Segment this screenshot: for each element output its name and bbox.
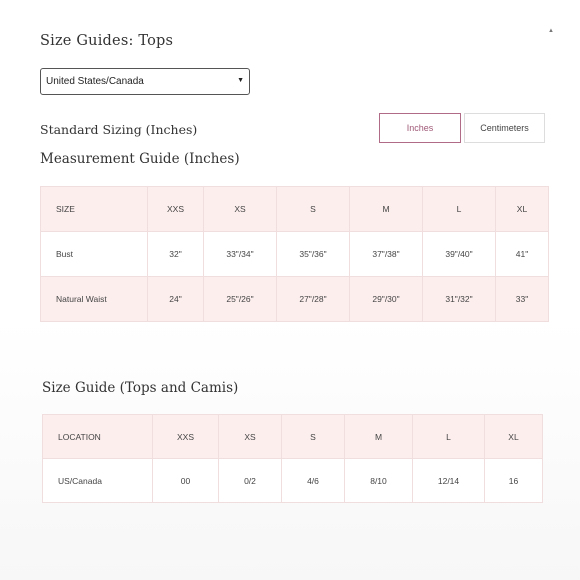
header-cell: XXS (153, 415, 219, 459)
table-cell: 31"/32" (423, 277, 496, 322)
inches-button[interactable]: Inches (379, 113, 461, 143)
table-cell: 0/2 (219, 459, 282, 503)
table-cell: 4/6 (282, 459, 345, 503)
header-cell: XL (496, 187, 549, 232)
centimeters-button[interactable]: Centimeters (464, 113, 545, 143)
row-label: Bust (41, 232, 148, 277)
table-header-row (41, 187, 549, 232)
table-cell: 32" (148, 232, 204, 277)
table-cell: 29"/30" (350, 277, 423, 322)
header-cell: L (413, 415, 485, 459)
table-cell: 16 (485, 459, 543, 503)
header-cell: S (282, 415, 345, 459)
header-cell: M (345, 415, 413, 459)
table-cell: 27"/28" (277, 277, 350, 322)
table-cell: 00 (153, 459, 219, 503)
header-cell: XXS (148, 187, 204, 232)
corner-mark: ▲ (548, 28, 554, 34)
size-guide-table (42, 414, 543, 503)
size-guide-title: Size Guide (Tops and Camis) (42, 380, 239, 396)
page-title: Size Guides: Tops (40, 33, 174, 49)
table-cell: 24" (148, 277, 204, 322)
header-cell: XS (204, 187, 277, 232)
header-cell: XS (219, 415, 282, 459)
header-cell: XL (485, 415, 543, 459)
caret-down-icon: ▼ (237, 77, 244, 84)
table-cell: 39"/40" (423, 232, 496, 277)
table-cell: 33"/34" (204, 232, 277, 277)
table-cell: 37"/38" (350, 232, 423, 277)
header-cell: S (277, 187, 350, 232)
standard-sizing-label: Standard Sizing (Inches) (40, 122, 198, 137)
table-cell: 35"/36" (277, 232, 350, 277)
table-row (41, 277, 549, 322)
header-cell: L (423, 187, 496, 232)
table-cell: 12/14 (413, 459, 485, 503)
header-cell: SIZE (41, 187, 148, 232)
table-cell: 8/10 (345, 459, 413, 503)
row-label: Natural Waist (41, 277, 148, 322)
region-select-value: United States/Canada (46, 76, 144, 87)
measurement-guide-title: Measurement Guide (Inches) (40, 151, 240, 167)
table-cell: 25"/26" (204, 277, 277, 322)
header-cell: M (350, 187, 423, 232)
table-header-row (43, 415, 543, 459)
row-label: US/Canada (43, 459, 153, 503)
region-select[interactable] (40, 68, 250, 95)
measurement-table (40, 186, 549, 322)
table-row (43, 459, 543, 503)
table-cell: 41" (496, 232, 549, 277)
table-row (41, 232, 549, 277)
header-cell: LOCATION (43, 415, 153, 459)
table-cell: 33" (496, 277, 549, 322)
